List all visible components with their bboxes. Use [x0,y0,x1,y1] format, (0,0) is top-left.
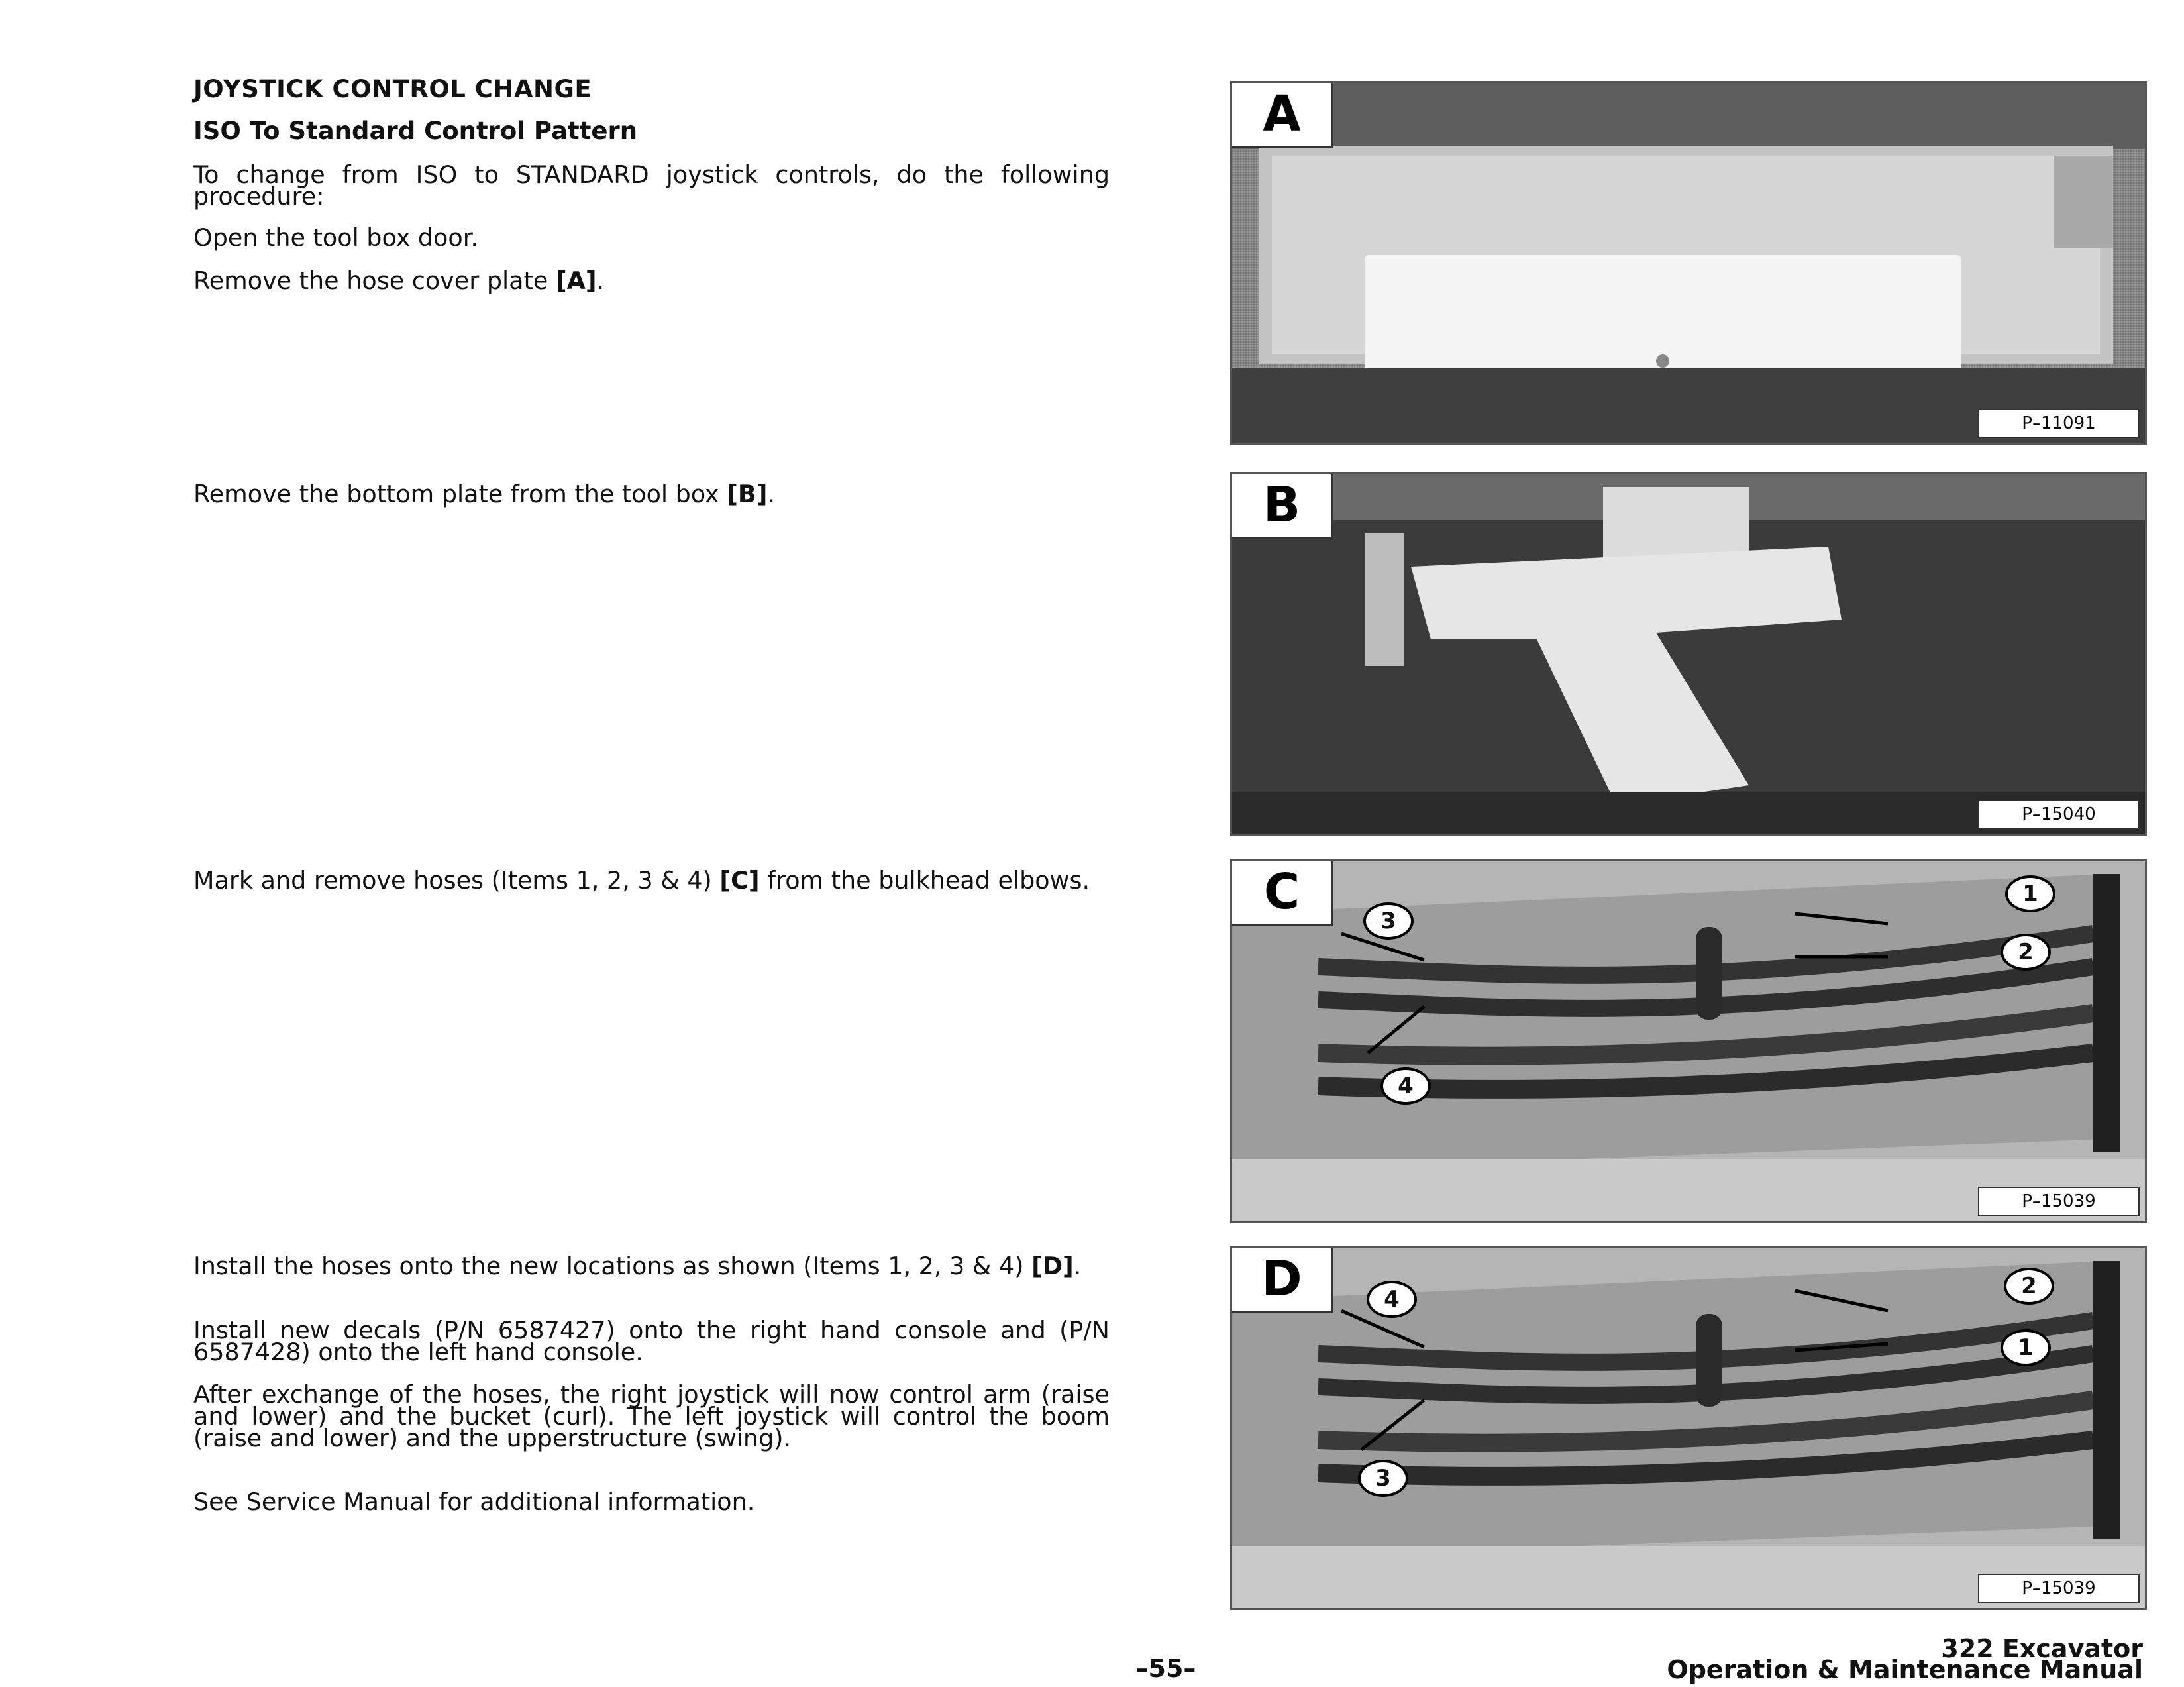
figure-d-callout-1: 1 [2001,1329,2051,1366]
page-number: –55– [1135,1654,1196,1683]
figure-c-photo-number: P–15039 [1978,1187,2140,1216]
after-exchange-paragraph: After exchange of the hoses, the right joystick will now control arm (raise and lower) and the bucket (curl). The left joystick will control the boom (raise and lower) and the upperstructure (swing). [193,1380,1110,1452]
footer-model: 322 Excavator [1941,1634,2143,1663]
figure-b-photo [1230,472,2147,836]
step-install-decals: Install new decals (P/N 6587427) onto the right hand console and (P/N 6587428) onto the left hand console. [193,1316,1110,1366]
figure-b-photo-number: P–15040 [1978,800,2140,829]
figure-ref-b: [B] [727,480,768,508]
step-mark-hoses-text: Mark and remove hoses (Items 1, 2, 3 & 4) [193,866,712,895]
footer-manual-title: Operation & Maintenance Manual [1667,1655,2143,1684]
figure-d-callout-3: 3 [1358,1460,1408,1497]
figure-ref-d: [D] [1031,1252,1074,1280]
figure-c-callout-3: 3 [1363,902,1414,940]
figure-d-callout-2: 2 [2004,1268,2054,1305]
step-remove-bottom: Remove the bottom plate from the tool box [B]. [193,480,776,508]
figure-a-photo [1230,81,2147,445]
intro-paragraph: To change from ISO to STANDARD joystick controls, do the following procedure: [193,160,1110,211]
figure-c-photo [1230,859,2147,1223]
figure-d-photo-number: P–15039 [1978,1574,2140,1603]
figure-ref-a: [A] [555,266,597,295]
figure-d-photo [1230,1246,2147,1610]
figure-c-callout-4: 4 [1380,1067,1431,1105]
step-install-hoses: Install the hoses onto the new locations as shown (Items 1, 2, 3 & 4) [D]. [193,1252,1082,1280]
figure-b-illustration [1232,474,2145,834]
step-mark-hoses [193,866,1110,895]
figure-b-letter: B [1232,474,1333,539]
step-open-door: Open the tool box door. [193,223,478,252]
figure-ref-c: [C] [719,866,760,895]
step-install-hoses-text: Install the hoses onto the new locations as shown (Items 1, 2, 3 & 4) [193,1252,1024,1280]
figure-c-callout-1: 1 [2005,875,2055,912]
figure-d-letter: D [1232,1248,1333,1313]
step-remove-cover-text: Remove the hose cover plate [193,266,548,295]
subheading: ISO To Standard Control Pattern [193,117,638,145]
figure-a-photo-number: P–11091 [1978,409,2140,438]
figure-c-letter: C [1232,861,1333,926]
figure-d-callout-4: 4 [1367,1281,1417,1318]
step-remove-bottom-text: Remove the bottom plate from the tool box [193,480,719,508]
see-manual-note: See Service Manual for additional information. [193,1488,755,1516]
page-heading: JOYSTICK CONTROL CHANGE [193,75,592,103]
figure-a-letter: A [1232,83,1333,148]
figure-a-illustration [1232,83,2145,443]
step-remove-cover: Remove the hose cover plate [A]. [193,266,605,295]
step-mark-hoses-tail: from the bulkhead elbows. [767,866,1090,895]
figure-c-callout-2: 2 [2001,934,2051,971]
